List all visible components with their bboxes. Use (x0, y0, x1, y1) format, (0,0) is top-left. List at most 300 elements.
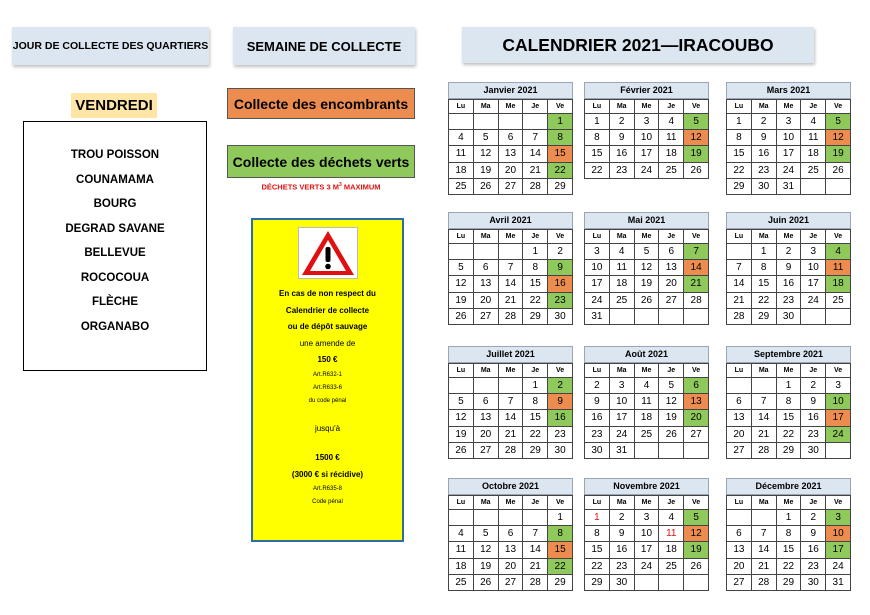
warning-line: du code pénal (308, 397, 347, 404)
month-calendar (584, 478, 709, 591)
day-cell: 19 (449, 426, 474, 442)
week-row (727, 130, 851, 146)
day-cell: 30 (585, 442, 610, 458)
day-cell (634, 442, 659, 458)
day-cell: 30 (548, 308, 573, 324)
day-cell: 4 (634, 378, 659, 394)
day-cell: 26 (449, 442, 474, 458)
weekday-header: Lu (585, 496, 610, 510)
day-cell: 5 (449, 260, 474, 276)
day-cell: 23 (548, 292, 573, 308)
day-cell: 15 (727, 146, 752, 162)
day-cell: 13 (727, 410, 752, 426)
week-row (727, 162, 851, 178)
month-title: Août 2021 (584, 346, 709, 363)
day-cell: 3 (776, 114, 801, 130)
week-row (585, 442, 709, 458)
note-superscript: 3 (338, 182, 342, 188)
day-cell: 6 (473, 394, 498, 410)
warning-line: Art.R635-8 (312, 486, 342, 492)
warning-line: Code pénal (312, 499, 343, 505)
day-cell: 12 (684, 130, 709, 146)
week-row (727, 178, 851, 194)
day-cell (449, 510, 474, 526)
day-cell: 26 (473, 178, 498, 194)
day-cell: 20 (727, 426, 752, 442)
day-cell: 10 (826, 394, 851, 410)
day-cell: 13 (659, 260, 684, 276)
day-cell (801, 308, 826, 324)
day-cell (498, 510, 523, 526)
month-table (584, 229, 709, 325)
week-row (449, 426, 573, 442)
weekday-row (585, 230, 709, 244)
weekday-header: Je (523, 496, 548, 510)
day-cell (684, 442, 709, 458)
week-row (585, 574, 709, 590)
day-cell: 19 (449, 292, 474, 308)
day-cell: 21 (727, 292, 752, 308)
day-cell: 18 (659, 542, 684, 558)
day-cell (727, 378, 752, 394)
day-cell: 12 (449, 276, 474, 292)
day-cell: 26 (634, 292, 659, 308)
week-row (585, 558, 709, 574)
week-row (585, 130, 709, 146)
week-row (449, 308, 573, 324)
warning-line: Art.R633-6 (312, 384, 342, 391)
day-cell: 20 (684, 410, 709, 426)
day-cell: 8 (727, 130, 752, 146)
weekday-header: Ma (473, 364, 498, 378)
day-cell: 23 (776, 292, 801, 308)
week-row (727, 378, 851, 394)
day-cell: 14 (523, 146, 548, 162)
day-cell: 31 (585, 308, 610, 324)
day-cell: 29 (776, 442, 801, 458)
warning-line: Art.R632-1 (312, 371, 342, 378)
month-calendar (448, 212, 573, 325)
day-cell (659, 574, 684, 590)
day-cell: 23 (801, 426, 826, 442)
day-cell: 26 (659, 426, 684, 442)
day-cell: 13 (498, 542, 523, 558)
week-row (585, 114, 709, 130)
month-table (448, 229, 573, 325)
day-cell: 17 (801, 276, 826, 292)
month-title: Février 2021 (584, 82, 709, 99)
day-cell: 20 (473, 426, 498, 442)
day-cell: 14 (727, 276, 752, 292)
day-cell: 19 (684, 542, 709, 558)
day-cell: 6 (727, 526, 752, 542)
weekday-header: Ve (826, 100, 851, 114)
day-cell: 18 (659, 146, 684, 162)
day-cell: 14 (523, 542, 548, 558)
day-cell: 13 (684, 394, 709, 410)
day-cell: 1 (523, 378, 548, 394)
week-row (727, 114, 851, 130)
day-cell: 14 (498, 276, 523, 292)
day-cell: 6 (473, 260, 498, 276)
day-cell: 3 (801, 244, 826, 260)
day-cell: 30 (751, 178, 776, 194)
day-cell (751, 510, 776, 526)
week-row (449, 526, 573, 542)
day-cell: 28 (523, 574, 548, 590)
weekday-header: Ve (684, 230, 709, 244)
day-cell: 9 (609, 130, 634, 146)
day-cell (801, 178, 826, 194)
day-cell: 29 (727, 178, 752, 194)
day-cell: 22 (523, 426, 548, 442)
day-cell: 1 (523, 244, 548, 260)
day-cell: 24 (585, 292, 610, 308)
day-cell: 24 (634, 558, 659, 574)
month-table (726, 229, 851, 325)
week-row (585, 410, 709, 426)
day-cell: 3 (634, 510, 659, 526)
day-cell: 4 (659, 510, 684, 526)
month-calendar (584, 82, 709, 179)
week-row (449, 130, 573, 146)
day-cell: 29 (585, 574, 610, 590)
day-cell: 23 (751, 162, 776, 178)
month-title: Juin 2021 (726, 212, 851, 229)
day-cell: 23 (609, 558, 634, 574)
day-cell: 30 (801, 442, 826, 458)
warning-text (253, 286, 402, 509)
day-cell (473, 378, 498, 394)
day-cell: 22 (548, 162, 573, 178)
month-table (726, 99, 851, 195)
day-cell (523, 510, 548, 526)
weekday-row (585, 496, 709, 510)
weekday-header: Lu (449, 100, 474, 114)
week-row (727, 426, 851, 442)
day-cell: 16 (548, 276, 573, 292)
day-cell: 17 (585, 276, 610, 292)
day-cell: 14 (498, 410, 523, 426)
day-cell: 2 (548, 378, 573, 394)
day-cell: 10 (634, 130, 659, 146)
weekday-row (727, 496, 851, 510)
weekday-header: Me (498, 100, 523, 114)
weekday-header: Ve (684, 100, 709, 114)
day-cell: 7 (684, 244, 709, 260)
day-cell: 3 (585, 244, 610, 260)
day-cell: 9 (548, 394, 573, 410)
day-cell: 2 (801, 378, 826, 394)
day-cell: 17 (826, 542, 851, 558)
day-cell: 17 (634, 542, 659, 558)
weekday-header: Ve (548, 230, 573, 244)
day-cell: 8 (523, 260, 548, 276)
day-cell: 5 (684, 114, 709, 130)
day-cell: 29 (776, 574, 801, 590)
day-cell (523, 114, 548, 130)
week-row (449, 378, 573, 394)
weekday-header: Ma (751, 230, 776, 244)
day-cell: 20 (498, 162, 523, 178)
semaine-header: SEMAINE DE COLLECTE (233, 27, 415, 65)
week-row (449, 542, 573, 558)
day-cell: 29 (548, 178, 573, 194)
day-cell: 6 (498, 526, 523, 542)
weekday-row (585, 364, 709, 378)
day-cell: 7 (751, 394, 776, 410)
warning-line: 1500 € (315, 453, 340, 462)
day-cell: 8 (585, 130, 610, 146)
day-cell: 7 (498, 260, 523, 276)
day-cell: 26 (826, 162, 851, 178)
day-cell: 21 (523, 162, 548, 178)
note-part-b: MAXIMUM (341, 182, 381, 192)
day-cell (449, 378, 474, 394)
day-cell: 7 (523, 526, 548, 542)
day-cell: 8 (776, 526, 801, 542)
day-cell: 19 (659, 410, 684, 426)
day-cell: 7 (727, 260, 752, 276)
day-cell: 16 (609, 542, 634, 558)
weekday-header: Me (776, 230, 801, 244)
week-row (727, 442, 851, 458)
day-cell: 18 (801, 146, 826, 162)
day-cell: 25 (826, 292, 851, 308)
weekday-header: Me (776, 496, 801, 510)
day-cell: 30 (776, 308, 801, 324)
weekday-header: Ma (609, 496, 634, 510)
day-cell: 27 (727, 574, 752, 590)
week-row (585, 308, 709, 324)
weekday-row (585, 100, 709, 114)
day-cell (473, 114, 498, 130)
month-title: Mai 2021 (584, 212, 709, 229)
week-row (727, 510, 851, 526)
day-cell: 16 (751, 146, 776, 162)
day-cell (684, 574, 709, 590)
day-cell: 6 (659, 244, 684, 260)
quartier-item: ORGANABO (80, 320, 150, 333)
day-cell: 11 (826, 260, 851, 276)
day-cell: 26 (684, 162, 709, 178)
day-cell: 26 (449, 308, 474, 324)
day-cell: 21 (523, 558, 548, 574)
weekday-header: Ma (751, 364, 776, 378)
day-cell: 11 (801, 130, 826, 146)
day-cell: 16 (801, 542, 826, 558)
legend-dechets-verts: Collecte des déchets verts (227, 145, 415, 178)
day-cell: 11 (609, 260, 634, 276)
week-row (449, 558, 573, 574)
weekday-header: Me (776, 364, 801, 378)
day-cell (498, 114, 523, 130)
weekday-header: Lu (585, 230, 610, 244)
day-cell: 25 (449, 178, 474, 194)
day-cell (634, 574, 659, 590)
weekday-header: Je (659, 100, 684, 114)
quartiers-list (24, 148, 206, 344)
week-row (727, 260, 851, 276)
month-title: Janvier 2021 (448, 82, 573, 99)
day-cell: 17 (776, 146, 801, 162)
month-title: Décembre 2021 (726, 478, 851, 495)
day-cell: 25 (449, 574, 474, 590)
day-cell: 1 (776, 510, 801, 526)
day-cell: 25 (659, 558, 684, 574)
day-cell: 19 (826, 146, 851, 162)
day-cell: 1 (548, 510, 573, 526)
day-cell: 21 (498, 292, 523, 308)
day-cell: 23 (548, 426, 573, 442)
weekday-header: Me (634, 496, 659, 510)
week-row (449, 292, 573, 308)
day-cell: 6 (498, 130, 523, 146)
weekday-header: Lu (449, 364, 474, 378)
day-cell (609, 308, 634, 324)
day-cell: 8 (548, 130, 573, 146)
week-row (449, 178, 573, 194)
day-cell: 24 (634, 162, 659, 178)
week-row (585, 394, 709, 410)
day-cell: 4 (659, 114, 684, 130)
month-calendar (726, 212, 851, 325)
quartier-item: FLÈCHE (92, 296, 138, 308)
day-cell: 12 (473, 146, 498, 162)
day-cell: 11 (449, 542, 474, 558)
day-cell: 4 (449, 130, 474, 146)
day-cell: 6 (684, 378, 709, 394)
day-cell: 1 (585, 510, 610, 526)
day-cell: 15 (585, 542, 610, 558)
weekday-header: Ve (548, 364, 573, 378)
day-cell: 17 (826, 410, 851, 426)
day-cell: 13 (473, 410, 498, 426)
day-cell: 5 (634, 244, 659, 260)
day-cell: 24 (609, 426, 634, 442)
day-cell: 22 (751, 292, 776, 308)
week-row (449, 442, 573, 458)
day-cell (826, 442, 851, 458)
day-cell: 10 (585, 260, 610, 276)
day-cell: 25 (801, 162, 826, 178)
day-cell: 9 (751, 130, 776, 146)
day-cell: 14 (751, 410, 776, 426)
day-cell: 1 (751, 244, 776, 260)
day-cell: 2 (751, 114, 776, 130)
month-title: Juillet 2021 (448, 346, 573, 363)
weekday-header: Ve (548, 496, 573, 510)
day-cell (473, 510, 498, 526)
day-cell: 27 (727, 442, 752, 458)
week-row (449, 574, 573, 590)
day-cell: 13 (727, 542, 752, 558)
day-cell: 12 (449, 410, 474, 426)
day-cell: 5 (684, 510, 709, 526)
day-cell: 18 (449, 162, 474, 178)
week-row (585, 292, 709, 308)
day-cell: 11 (634, 394, 659, 410)
day-cell: 5 (449, 394, 474, 410)
week-row (585, 162, 709, 178)
day-cell: 4 (826, 244, 851, 260)
day-cell: 22 (548, 558, 573, 574)
quartier-item: DEGRAD SAVANE (65, 222, 165, 235)
weekday-header: Me (634, 364, 659, 378)
day-cell: 8 (548, 526, 573, 542)
day-cell: 15 (523, 276, 548, 292)
day-cell: 13 (498, 146, 523, 162)
week-row (727, 292, 851, 308)
day-cell: 14 (751, 542, 776, 558)
day-cell: 28 (523, 178, 548, 194)
week-row (449, 276, 573, 292)
month-table (584, 495, 709, 591)
weekday-header: Je (801, 100, 826, 114)
warning-line (253, 408, 402, 421)
day-cell: 18 (609, 276, 634, 292)
week-row (449, 510, 573, 526)
day-cell: 5 (826, 114, 851, 130)
week-row (727, 558, 851, 574)
day-cell (473, 244, 498, 260)
day-cell: 3 (634, 114, 659, 130)
day-cell: 10 (826, 526, 851, 542)
day-cell: 24 (826, 426, 851, 442)
quartier-item: COUNAMAMA (76, 173, 154, 186)
day-cell: 22 (523, 292, 548, 308)
day-cell: 15 (523, 410, 548, 426)
day-cell: 28 (727, 308, 752, 324)
day-cell: 28 (751, 442, 776, 458)
month-table (448, 99, 573, 195)
month-calendar (584, 346, 709, 459)
quartier-item: BELLEVUE (84, 247, 146, 259)
weekday-header: Lu (449, 230, 474, 244)
weekday-header: Je (659, 364, 684, 378)
day-cell: 21 (684, 276, 709, 292)
day-cell: 27 (498, 574, 523, 590)
day-cell: 2 (548, 244, 573, 260)
week-row (727, 244, 851, 260)
month-table (448, 495, 573, 591)
day-cell: 9 (776, 260, 801, 276)
warning-line: une amende de (299, 338, 356, 348)
quartiers-header: JOUR DE COLLECTE DES QUARTIERS (12, 27, 209, 65)
day-cell: 16 (776, 276, 801, 292)
day-cell: 29 (751, 308, 776, 324)
weekday-header: Me (776, 100, 801, 114)
week-row (727, 526, 851, 542)
month-title: Avril 2021 (448, 212, 573, 229)
day-cell: 1 (727, 114, 752, 130)
day-cell: 28 (498, 308, 523, 324)
month-title: Novembre 2021 (584, 478, 709, 495)
day-cell: 25 (634, 426, 659, 442)
month-table (726, 363, 851, 459)
weekday-header: Lu (449, 496, 474, 510)
day-cell: 12 (826, 130, 851, 146)
day-cell (659, 308, 684, 324)
month-table (448, 363, 573, 459)
weekday-header: Ma (609, 364, 634, 378)
day-cell (449, 114, 474, 130)
day-cell: 9 (801, 394, 826, 410)
quartier-item: BOURG (93, 198, 137, 210)
day-cell: 5 (473, 130, 498, 146)
page-title: CALENDRIER 2021—IRACOUBO (462, 27, 814, 63)
day-cell: 26 (684, 558, 709, 574)
